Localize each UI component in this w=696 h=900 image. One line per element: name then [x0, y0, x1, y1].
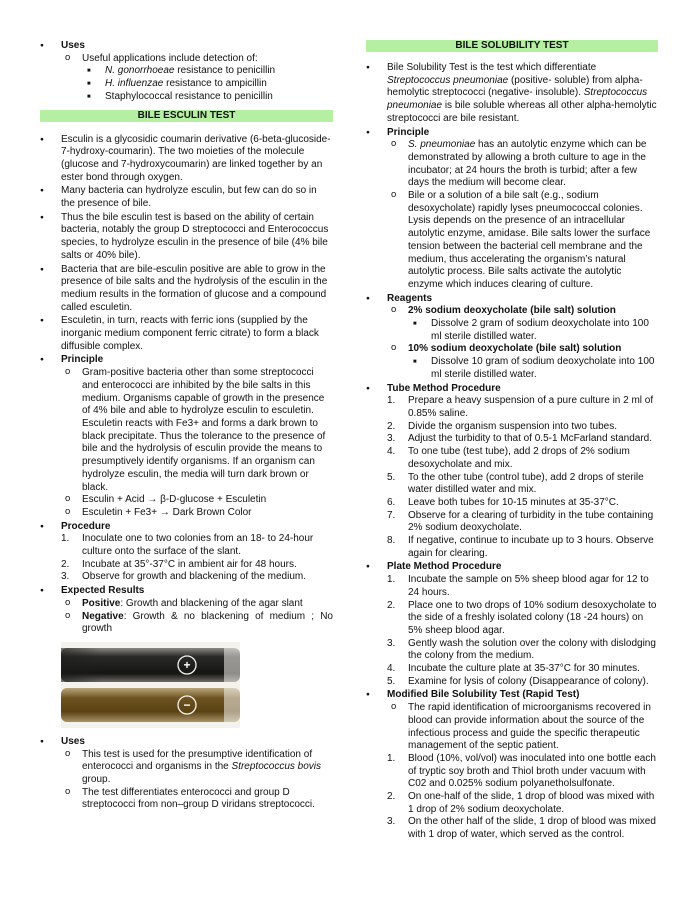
uses-bottom-item: o This test is used for the presumptive identification of enterococci and organisms in the Streptococcus bovis group.	[61, 749, 333, 787]
uses-top-item: ■ Staphylococcal resistance to penicillin	[82, 91, 333, 104]
negative-tube	[61, 688, 240, 722]
uses-top-item: ■ H. influenzae resistance to ampicillin	[82, 78, 333, 91]
esculin-results-heading: Expected Results	[61, 585, 145, 597]
reagents	[366, 293, 658, 382]
procedure-step: 2. Incubate at 35°-37°C in ambient air for 48 hours.	[61, 558, 297, 570]
uses-bottom-heading: Uses	[61, 735, 85, 747]
positive-sign: +	[183, 657, 191, 672]
plate-method	[366, 561, 658, 688]
uses-top-item: ■ N. gonorrhoeae resistance to penicillin	[82, 65, 333, 78]
esculin-equation-1: o Esculin + Acid → β-D-glucose + Esculetin	[61, 494, 333, 507]
solubility-principle-item: o S. pneumoniae has an autolytic enzyme which can be demonstrated by allowing a broth culture to age in the incubator; at 24 hours the broth is turbid; after a few days the medium will become clear.	[387, 139, 658, 190]
solubility-principle-heading: Principle	[387, 126, 430, 138]
esculin-equation-2: o Esculetin + Fe3+ → Dark Brown Color	[61, 507, 333, 520]
negative-sign: −	[183, 697, 191, 712]
uses-top-heading: Uses	[61, 40, 85, 51]
esculin-procedure	[40, 521, 333, 585]
tube-step: 1. Prepare a heavy suspension of a pure culture in 2 ml of 0.85% saline.	[387, 395, 654, 419]
tube-step: 7. Observe for a clearing of turbidity in the tube containing 2% sodium deoxycholate.	[387, 509, 654, 534]
bile-esculin-banner: BILE ESCULIN TEST	[40, 110, 333, 122]
esculin-principle-text: o Gram-positive bacteria other than some streptococci and enterococci are inhibited by the bile salts in this medium. Organisms capable of growth in the presence of 4% bile and able to hydrolyze esculin to esculetin. Esculetin reacts with Fe3+ and forms a dark brown to black precipitate. Thus the tolerance to the presence of bile and the hydrolysis of esculin provide the means to presumptively identify organisms. If an organism can hydrolyze esculin, the media will turn dark brown or black.	[61, 367, 333, 494]
plate-step: 2. Place one to two drops of 10% sodium desoxycholate to the side of a freshly isolated colony (18 -24 hours) on 5% sheep blood agar.	[387, 599, 657, 636]
procedure-step: 1. Inoculate one to two colonies from an 18- to 24-hour culture onto the surface of the slant.	[61, 533, 314, 558]
plate-step: 3. Gently wash the solution over the colony with dislodging the colony from the medium.	[387, 637, 656, 662]
tube-step: 3. Adjust the turbidity to that of 0.5-1 McFarland standard.	[387, 433, 653, 445]
uses-bottom	[40, 736, 333, 812]
modified-step: 2. On one-half of the slide, 1 drop of blood was mixed with 1 drop of 2% sodium deoxycholate.	[387, 791, 655, 815]
uses-top-list	[40, 40, 333, 104]
plate-step: 4. Incubate the culture plate at 35-37°C for 30 minutes.	[387, 663, 640, 675]
esculin-bullet: ● Bacteria that are bile-esculin positive are able to grow in the presence of bile salts and the hydrolysis of the esculin in the medium results in the formation of glucose and a compound called esculetin.	[40, 264, 333, 315]
tube-step: 5. To the other tube (control tube), add 2 drops of sterile water distilled water and mix.	[387, 471, 644, 496]
tube-step: 8. If negative, continue to incubate up to 3 hours. Observe again for clearing.	[387, 535, 654, 559]
uses-top	[40, 40, 333, 104]
reagents-heading: Reagents	[387, 292, 433, 304]
modified-step: 3. On the other half of the slide, 1 drop of blood was mixed with 1 drop of water, which served as the control.	[387, 816, 656, 841]
plate-step: 1. Incubate the sample on 5% sheep blood agar for 12 to 24 hours.	[387, 574, 649, 598]
esculin-bullet: ● Esculetin, in turn, reacts with ferric ions (supplied by the inorganic medium component ferric citrate) to form a black diffusible complex.	[40, 315, 333, 353]
uses-top-intro: Useful applications include detection of:	[82, 52, 258, 64]
esculin-bullet: ● Thus the bile esculin test is based on the ability of certain bacteria, notably the group D streptococci and Enterococcus species, to hydrolyze esculin in the presence of bile (4% bile salts or 40% bile).	[40, 212, 333, 263]
esculin-bullets	[40, 134, 333, 636]
esculin-principle-heading: Principle	[61, 354, 104, 366]
right-column	[366, 40, 658, 843]
left-column	[40, 40, 333, 813]
tube-step: 4. To one tube (test tube), add 2 drops of 2% sodium desoxycholate and mix.	[387, 446, 630, 470]
solubility-principle	[366, 127, 658, 292]
solubility-list	[366, 62, 658, 842]
result-positive: o Positive: Growth and blackening of the agar slant	[61, 598, 333, 611]
solubility-principle-item: o Bile or a solution of a bile salt (e.g., sodium desoxycholate) rapidly lyses pneumococcal colonies. Lysis depends on the presence of an intracellular autolytic enzyme, amidase. Bile salts lower the surface tension between the bacterial cell membrane and the medium, thus accelerating the organism’s natural autolytic process. Bile salts activate the autolytic enzyme which induces clearing of culture.	[387, 190, 658, 292]
modified-test-heading: Modified Bile Solubility Test (Rapid Test)	[387, 689, 580, 701]
bile-solubility-banner: BILE SOLUBILITY TEST	[366, 40, 658, 52]
tube-step: 2. Divide the organism suspension into two tubes.	[387, 420, 618, 432]
esculin-bullet: ● Esculin is a glycosidic coumarin derivative (6-beta-glucoside-7-hydroxy-coumarin). The two moieties of the molecule (glucose and 7-hydroxycoumarin) are linked together by an ester bond through oxygen.	[40, 134, 333, 185]
esculin-principle	[40, 354, 333, 519]
uses-bottom-item: o The test differentiates enterococci and group D streptococci from non–group D viridans streptococci.	[61, 787, 333, 812]
reagent-2pct-text: ■ Dissolve 2 gram of sodium deoxycholate into 100 ml sterile distilled water.	[408, 318, 658, 343]
uses-bottom-list	[40, 736, 333, 812]
modified-intro: o The rapid identification of microorganisms recovered in blood can provide information about the source of the infectious process and guide the specific therapeutic management of the septic patient.	[387, 702, 658, 753]
modified-step: 1. Blood (10%, vol/vol) was inoculated into one bottle each of tryptic soy broth and Thiol broth under vacuum with C02 and 0.025% sodium polyanetholsulfonate.	[387, 752, 656, 790]
plate-method-heading: Plate Method Procedure	[387, 561, 502, 573]
tube-step: 6. Leave both tubes for 10-15 minutes at 35-37°C.	[387, 496, 619, 508]
reagent-2pct: o 2% sodium deoxycholate (bile salt) solution ■ Dissolve 2 gram of sodium deoxycholate into 100 ml sterile distilled water.	[387, 305, 658, 343]
reagent-10pct-text: ■ Dissolve 10 gram of sodium deoxycholate into 100 ml sterile distilled water.	[408, 356, 658, 381]
reagent-10pct: o 10% sodium deoxycholate (bile salt) solution ■ Dissolve 10 gram of sodium deoxycholate into 100 ml sterile distilled water.	[387, 343, 658, 381]
bile-esculin-tubes-photo	[61, 642, 240, 728]
modified-test	[366, 689, 658, 841]
esculin-procedure-heading: Procedure	[61, 520, 111, 532]
esculin-results	[40, 585, 333, 636]
tube-method-heading: Tube Method Procedure	[387, 382, 501, 394]
result-negative: o Negative: Growth & no blackening of medium ; No growth	[61, 611, 333, 636]
plate-step: 5. Examine for lysis of colony (Disappearance of colony).	[387, 675, 649, 687]
esculin-bullet: ● Many bacteria can hydrolyze esculin, but few can do so in the presence of bile.	[40, 185, 333, 210]
procedure-step: 3. Observe for growth and blackening of the medium.	[61, 571, 307, 583]
tubes-illustration	[61, 642, 240, 728]
tube-method	[366, 383, 658, 561]
solubility-intro: ● Bile Solubility Test is the test which differentiate Streptococcus pneumoniae (positive- soluble) from alpha-hemolytic streptococci (negative- insoluble). Streptococcus pneumoniae is bile soluble whereas all other alpha-hemolytic streptococci are bile resistant.	[366, 62, 658, 126]
